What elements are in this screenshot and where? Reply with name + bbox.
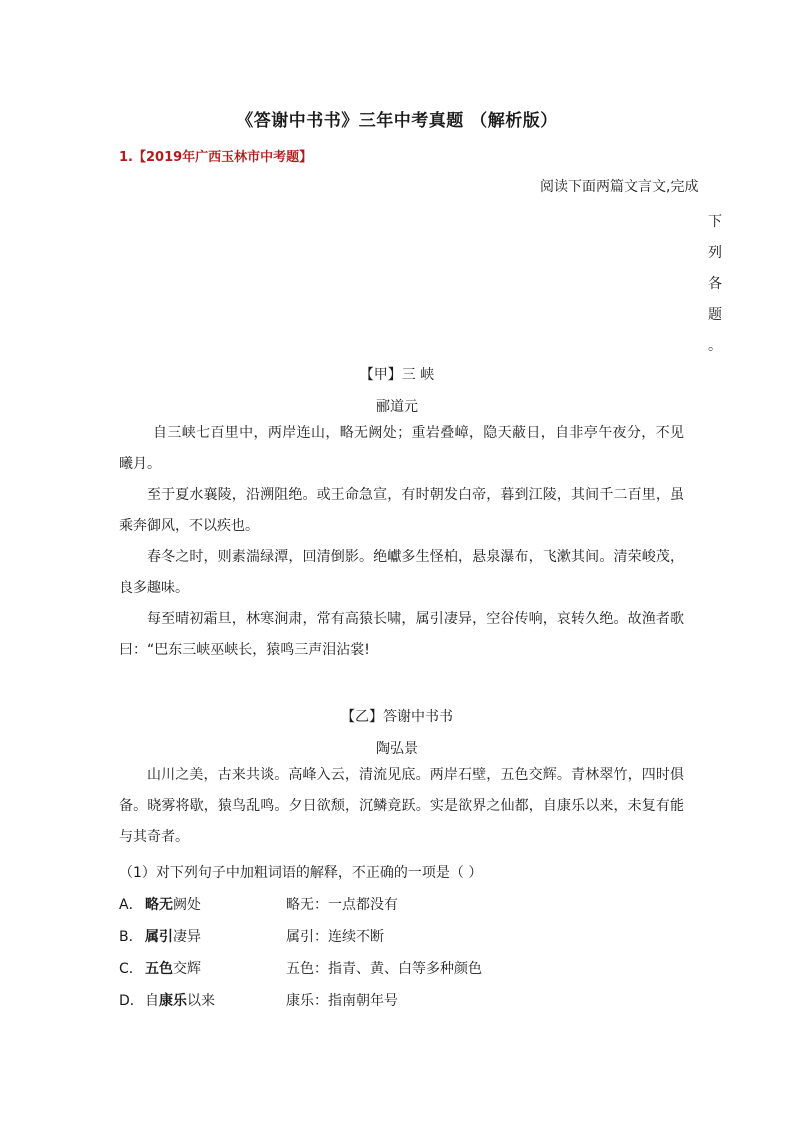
option-rest: 以来 [187,993,215,1009]
text-a-paragraph: 每至晴初霜旦，林寒涧肃，常有高猿长啸，属引凄异，空谷传响，哀转久绝。故渔者歌曰：“巴东三峡巫峡长，猿鸣三声泪沾裳! [119,611,684,658]
intro-text: 阅读下面两篇文言文,完成 [540,179,699,195]
option-key: B． [119,929,143,945]
intro-vertical-char: 各 [708,276,722,292]
option-key: D． [119,993,144,1009]
option-bold-word: 属引 [145,929,173,945]
intro-vertical-char: 。 [708,338,722,354]
option-rest: 凄异 [173,929,201,945]
option-bold-word: 五色 [145,961,173,977]
page-title: 《答谢中书书》三年中考真题 （解析版） [236,111,558,131]
option-b [119,926,384,946]
option-bold-word: 略无 [145,897,173,913]
option-c [119,958,482,978]
text-b-heading: 【乙】答谢中书书 [341,709,453,725]
intro-vertical-char: 下 [708,214,722,230]
text-a-paragraph: 自三峡七百里中，两岸连山，略无阙处；重岩叠嶂，隐天蔽日，自非亭午夜分，不见曦月。 [119,425,684,472]
text-a-heading: 【甲】三 峡 [359,367,435,383]
option-rest: 阙处 [173,897,201,913]
intro-vertical-text [706,207,724,362]
text-a-paragraph: 春冬之时，则素湍绿潭，回清倒影。绝巘多生怪柏，悬泉瀑布，飞漱其间。清荣峻茂，良多趣味。 [119,549,684,596]
option-rest: 交辉 [173,961,201,977]
text-b-paragraph: 山川之美，古来共谈。高峰入云，清流见底。两岸石壁，五色交辉。青林翠竹，四时俱备。晓雾将歇，猿鸟乱鸣。夕日欲颓，沉鳞竟跃。实是欲界之仙都，自康乐以来，未复有能与其奇者。 [119,767,684,845]
option-d [119,990,398,1010]
intro-vertical-char: 列 [708,245,722,261]
intro-vertical-char: 题 [708,307,722,323]
question-header: 1.【2019年广西玉林市中考题】 [119,150,313,165]
option-key: C． [119,961,143,977]
option-pre: 自 [145,993,159,1009]
option-meaning: 康乐：指南朝年号 [286,993,398,1009]
option-bold-word: 康乐 [159,993,187,1009]
option-meaning: 属引：连续不断 [286,929,384,945]
text-a-author: 郦道元 [376,399,418,415]
option-a [119,894,398,914]
text-a-paragraph: 至于夏水襄陵，沿溯阻绝。或王命急宣，有时朝发白帝，暮到江陵，其间千二百里，虽乘奔御风，不以疾也。 [119,487,684,534]
option-meaning: 五色：指青、黄、白等多种颜色 [286,961,482,977]
question-stem: （1）对下列句子中加粗词语的解释，不正确的一项是（ ） [119,865,483,881]
text-b-author: 陶弘景 [376,741,418,757]
option-key: A． [119,897,143,913]
option-meaning: 略无：一点都没有 [286,897,398,913]
